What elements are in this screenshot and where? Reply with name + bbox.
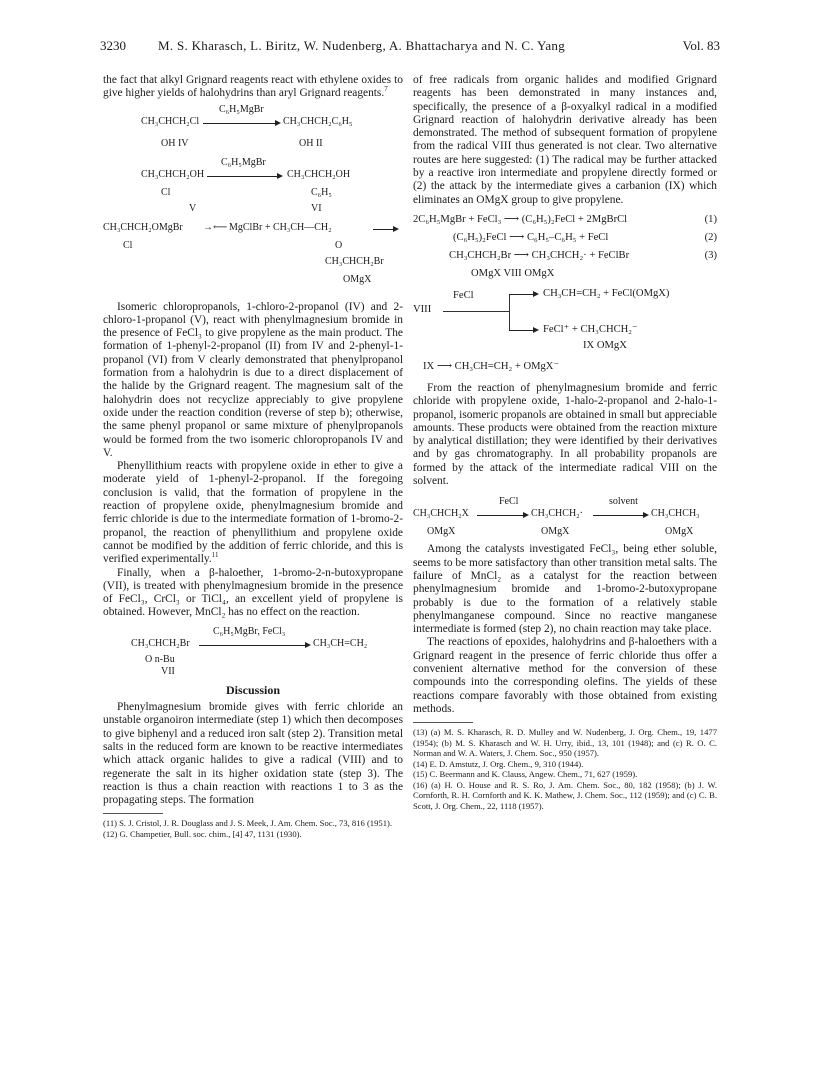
scheme-viii-branch: FeCl VIII CH₃CH=CH₂ + FeCl(OMgX) FeCl⁺ + CH₃CHCH₂⁻ IX OMgX [413, 287, 670, 351]
author-line: M. S. Kharasch, L. Biritz, W. Nudenberg, A. Bhattacharya and N. C. Yang [158, 38, 566, 53]
right-paragraph-2: From the reaction of phenylmagnesium bromide and ferric chloride with propylene oxide, 1-halo-2-propanol and 2-halo-1-propanol, isomeric propanols are obtained in small but appreciable amounts. These products were obtained from the reaction mixture by analytical distillation; they were identified by their derivatives and by gas chromatography. In all probability propanols are formed by the attack of the intermediate radical VIII on the solvent. [413, 381, 717, 488]
footnote-16: (16) (a) H. O. House and R. S. Ro, J. Am. Chem. Soc., 80, 182 (1958); (b) J. W. Cornforth, R. H. Cornforth and K. K. Mathew, J. Chem. Soc., 112 (1959); and (c) C. B. Scott, J. Org. Chem., 22, 1118 (1957). [413, 779, 717, 811]
left-column [103, 74, 403, 839]
left-paragraph-3: Phenyllithium reacts with propylene oxide in ether to give a moderate yield of 1-phenyl-2-propanol. If the foregoing conclusion is valid, that the formation of propylene in the reaction of propylene oxide, phenylmagnesium bromide and ferric chloride is due to the intermediate formation of 1-bromo-2-propanol, the reaction of phenyllithium and propylene oxide cannot be modified by the addition of ferric chloride, and this is verified experimentally.$^{11}$ [103, 460, 403, 566]
equation-2: (C₆H₅)₂FeCl ⟶ C₆H₅–C₆H₅ + FeCl (2) [453, 231, 717, 243]
left-paragraph-4: Finally, when a β-haloether, 1-bromo-2-n-butoxypropane (VII), is treated with phenylmagnesium bromide in the presence of FeCl₃, CrCl₃ or TiCl₄, an excellent yield of propylene is obtained. However, MnCl₂ has no effect on the reaction. [103, 566, 403, 619]
equation-3-substituents: OMgX VIII OMgX [471, 267, 555, 279]
equation-3: CH₃CHCH₂Br ⟶ CH₃CHCH₂· + FeClBr (3) [449, 249, 717, 261]
volume-label: Vol. 83 [682, 38, 720, 53]
page-number: 3230 [100, 38, 126, 53]
footnote-13: (13) (a) M. S. Kharasch, R. D. Mulley and W. Nudenberg, J. Org. Chem., 19, 1477 (1954); (b) M. S. Kharasch and W. H. Urry, ibid., 13, 101 (1948); and (c) R. O. C. Norman and W. A. Waters, J. Chem. Soc., 950 (1957). [413, 727, 717, 759]
scheme-v-to-vi: C₆H₅MgBr CH₃CHCH₂OH CH₃CHCH₂OH Cl V C₆H₅ VI [141, 156, 351, 214]
right-paragraph-4: The reactions of epoxides, halohydrins and β-haloethers with a Grignard reagent in the presence of ferric chloride thus offer a convenient alternative method for the conversion of these compounds into the corresponding olefins. The yields of these reactions compare favorably with those obtained from existing methods. [413, 636, 717, 715]
footnote-11: (11) S. J. Cristol, J. R. Douglass and J. S. Meek, J. Am. Chem. Soc., 73, 816 (1951). [103, 818, 393, 829]
left-paragraph-5: Phenylmagnesium bromide gives with ferric chloride an unstable organoiron intermediate (step 1) which then decomposes to give biphenyl and a reduced iron salt (step 2). Transition metal salts in the reduced form are known to be reactive intermediates which attack organic halides to give a radical (VIII) and to regenerate the salt in its higher oxidation state (step 3). The reaction is thus a chain reaction with reactions 1 to 3 as the propagating steps. The formation [103, 701, 403, 807]
scheme-v-cyclization: CH₃CHCH₂OMgBr →⟵ MgClBr + CH₃CH—CH₂ Cl O CH₃CHCH₂Br OMgX [103, 222, 403, 298]
scheme-solvent: CH₃CHCH₂X FeCl CH₃CHCH₂· solvent CH₃CHCH₃ OMgX OMgX OMgX [413, 496, 700, 538]
right-paragraph-3: Among the catalysts investigated FeCl₃, being ether soluble, seems to be more satisfactory than other transition metal salts. The failure of MnCl₂ as a catalyst for the reaction between phenylmagnesium bromide and 1-bromo-2-butoxypropane probably is due to the formation of a relatively stable phenylmanganese compound. Since no reactive manganese intermediate is formed (step 2), no chain reaction may take place. [413, 543, 717, 636]
scheme-vii: C₆H₅MgBr, FeCl₃ CH₃CHCH₂Br CH₃CH=CH₂ O n-Bu VII [131, 625, 368, 677]
right-paragraph-1: of free radicals from organic halides and modified Grignard reagents has been demonstrated in many instances and, specifically, the presence of a β-oxyalkyl radical in a modified Grignard reaction of halohydrin derivative already has been demonstrated. The method of subsequent formation of propylene from the radical VIII thus generated is not clear. Two alternative routes are here suggested: (1) The radical may be further attacked by a reactive iron intermediate and propylene directly formed or (2) the attack by the intermediate gives a carbanion (IX) which eliminates an OMgX group to give propylene. [413, 74, 717, 206]
left-paragraph-1: the fact that alkyl Grignard reagents react with ethylene oxides to give higher yields of halohydrins than aryl Grignard reagents.$^7$ [103, 74, 403, 100]
equation-1: 2C₆H₅MgBr + FeCl₃ ⟶ (C₆H₅)₂FeCl + 2MgBrCl (1) [413, 213, 717, 225]
right-column [413, 74, 717, 811]
left-paragraph-2: Isomeric chloropropanols, 1-chloro-2-propanol (IV) and 2-chloro-1-propanol (V), react with phenylmagnesium bromide in the presence of FeCl₃ to give propylene as the main product. The formation of 1-phenyl-2-propanol (II) from IV and 2-phenyl-1-propanol (VI) from V clearly demonstrated that phenylpropanol formation from a halohydrin is due to a direct displacement of the halide by the Grignard reagent. The magnesium salt of the halohydrin does not recyclize appreciably to give propylene oxide under the reaction condition (reverse of step b); otherwise, the same phenyl propanol or same mixture of phenylpropanols would be formed from the two isomeric chloropropanols IV and V. [103, 300, 403, 459]
scheme-iv-to-ii: C₆H₅MgBr CH₃CHCH₂Cl CH₃CHCH₂C₆H₅ OH IV OH II [141, 103, 353, 149]
footnote-15: (15) C. Beermann and K. Clauss, Angew. Chem., 71, 627 (1959). [413, 769, 638, 780]
footnote-14: (14) E. D. Amstutz, J. Org. Chem., 9, 310 (1944). [413, 758, 584, 769]
section-heading-discussion: Discussion [225, 682, 281, 697]
footnote-12: (12) G. Champetier, Bull. soc. chim., [4] 47, 1131 (1930). [103, 828, 302, 839]
equation-ix: IX ⟶ CH₃CH=CH₂ + OMgX⁻ [423, 360, 560, 372]
